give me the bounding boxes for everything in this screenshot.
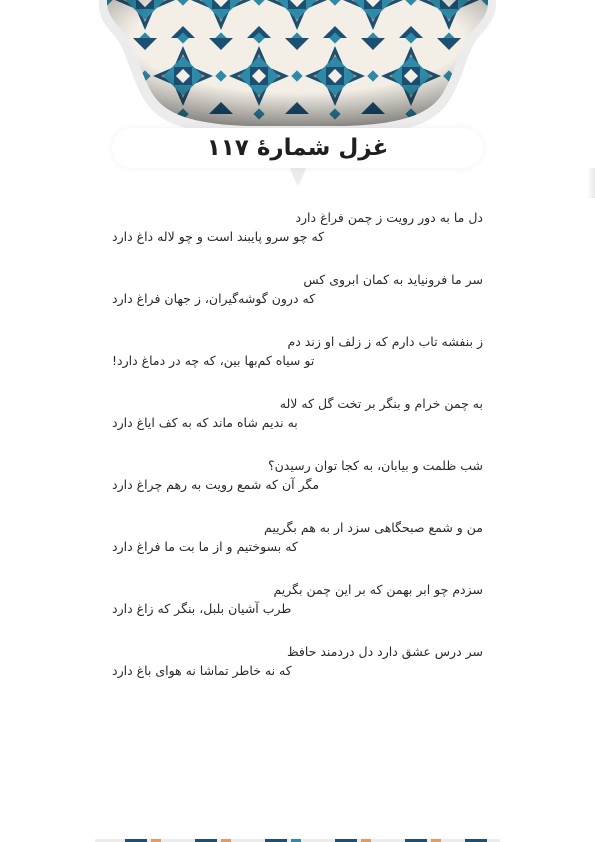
- couplet: [112, 394, 483, 456]
- couplet: [112, 580, 483, 642]
- couplet: [112, 332, 483, 394]
- footer-tile-ornament: [95, 836, 500, 842]
- hemistich-first: سر درس عشق دارد دل دردمند حافظ: [287, 644, 483, 659]
- poem-body: [112, 208, 483, 704]
- hemistich-first: شب ظلمت و بیابان، به کجا توان رسیدن؟: [267, 458, 483, 473]
- couplet: [112, 642, 483, 704]
- hemistich-first: سر ما فرونیاید به کمان ابروی کس: [303, 272, 483, 287]
- hemistich-second: طرب آشیان بلبل، بنگر که زاغ دارد: [112, 601, 292, 616]
- couplet: [112, 518, 483, 580]
- hemistich-first: ز بنفشه تاب دارم که ز زلف او زند دم: [287, 334, 483, 349]
- hemistich-second: که چو سرو پایبند است و چو لاله داغ دارد: [112, 229, 325, 244]
- hemistich-first: دل ما به دور رویت ز چمن فراغ دارد: [295, 210, 483, 225]
- hemistich-second: تو سیاه کم‌بها بین، که چه در دماغ دارد!: [112, 353, 315, 368]
- hemistich-first: به چمن خرام و بنگر بر تخت گل که لاله: [279, 396, 483, 411]
- hemistich-first: من و شمع صبحگاهی سزد ار به هم بگرییم: [264, 520, 483, 535]
- hemistich-second: که نه خاطر تماشا نه هوای باغ دارد: [112, 663, 292, 678]
- couplet: [112, 456, 483, 518]
- couplet: [112, 270, 483, 332]
- hemistich-second: که درون گوشه‌گیران، ز جهان فراغ دارد: [112, 291, 316, 306]
- hemistich-second: مگر آن که شمع رویت به رهم چراغ دارد: [112, 477, 320, 492]
- couplet: [112, 208, 483, 270]
- hemistich-second: که بسوختیم و از ما بت ما فراغ دارد: [112, 539, 298, 554]
- hemistich-first: سزدم چو ابر بهمن که بر این چمن بگریم: [273, 582, 483, 597]
- page-title: غزل شمارهٔ ۱۱۷: [206, 135, 389, 161]
- hemistich-second: به ندیم شاه ماند که به کف ایاغ دارد: [112, 415, 298, 430]
- corner-shadow: [587, 168, 595, 198]
